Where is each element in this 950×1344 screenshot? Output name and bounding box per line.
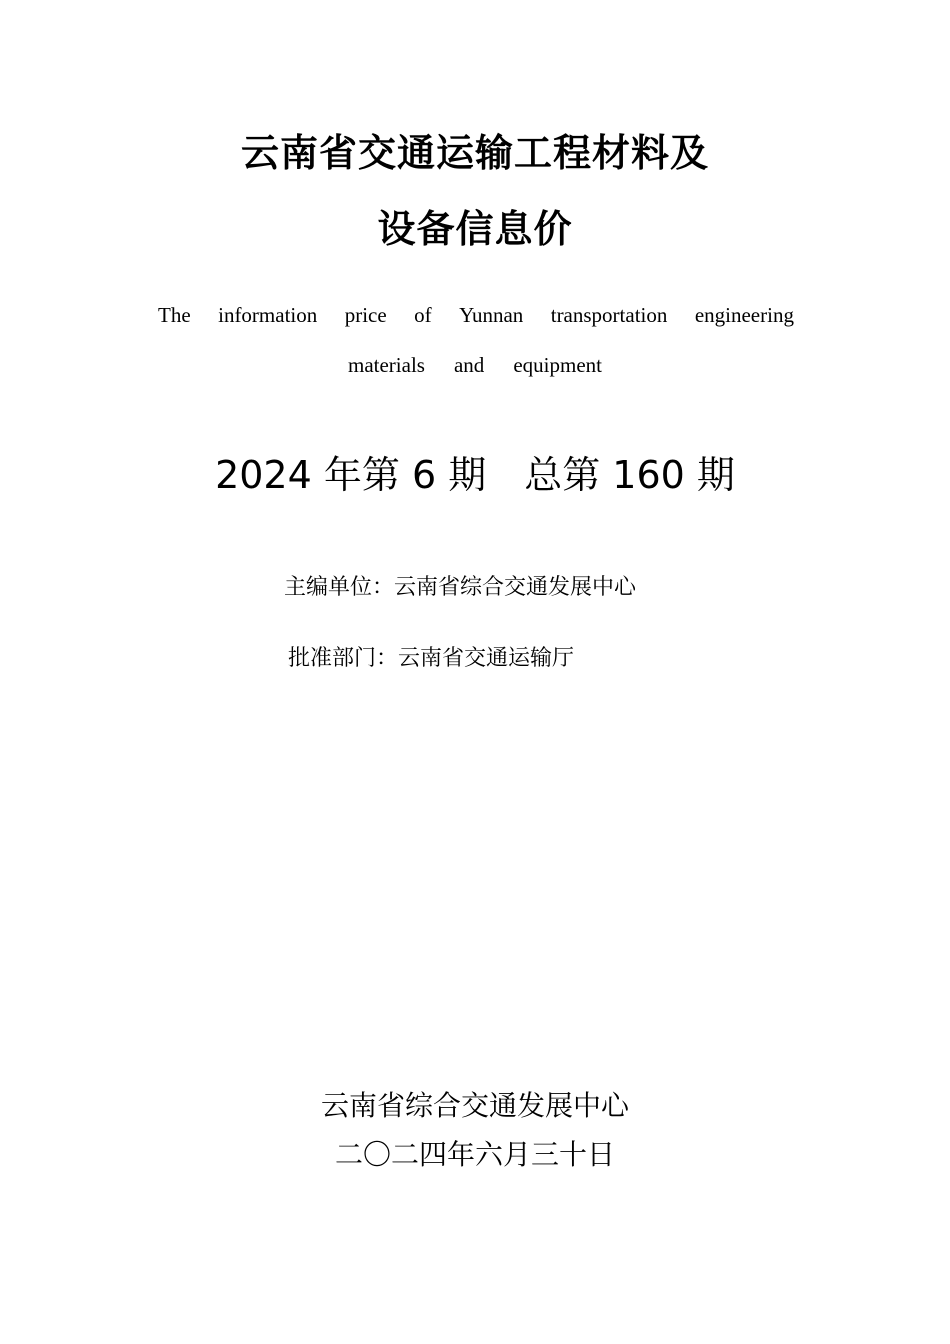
english-word: equipment xyxy=(513,353,602,377)
editor-unit: 主编单位：云南省综合交通发展中心 xyxy=(284,575,637,600)
year-issue: 2024 年第 6 期 xyxy=(215,453,487,497)
english-word: and xyxy=(453,353,485,377)
english-word: information xyxy=(218,303,318,327)
cover-title-line-2: 设备信息价 xyxy=(377,207,573,251)
issue-number xyxy=(0,453,950,497)
english-word: engineering xyxy=(694,303,794,327)
english-word: The xyxy=(158,303,191,327)
english-word: of xyxy=(414,303,432,327)
english-word: Yunnan xyxy=(459,303,524,327)
total-issue: 总第 160 期 xyxy=(524,453,735,497)
english-title-line-2 xyxy=(348,355,602,376)
publish-date: 二〇二四年六月三十日 xyxy=(334,1138,615,1171)
publisher-name: 云南省综合交通发展中心 xyxy=(320,1089,629,1122)
english-title-line-1 xyxy=(158,305,794,326)
cover-title-line-1: 云南省交通运输工程材料及 xyxy=(240,131,709,175)
approving-department: 批准部门：云南省交通运输厅 xyxy=(288,646,575,671)
english-word: transportation xyxy=(550,303,668,327)
english-word: price xyxy=(344,303,387,327)
english-word: materials xyxy=(348,353,425,377)
